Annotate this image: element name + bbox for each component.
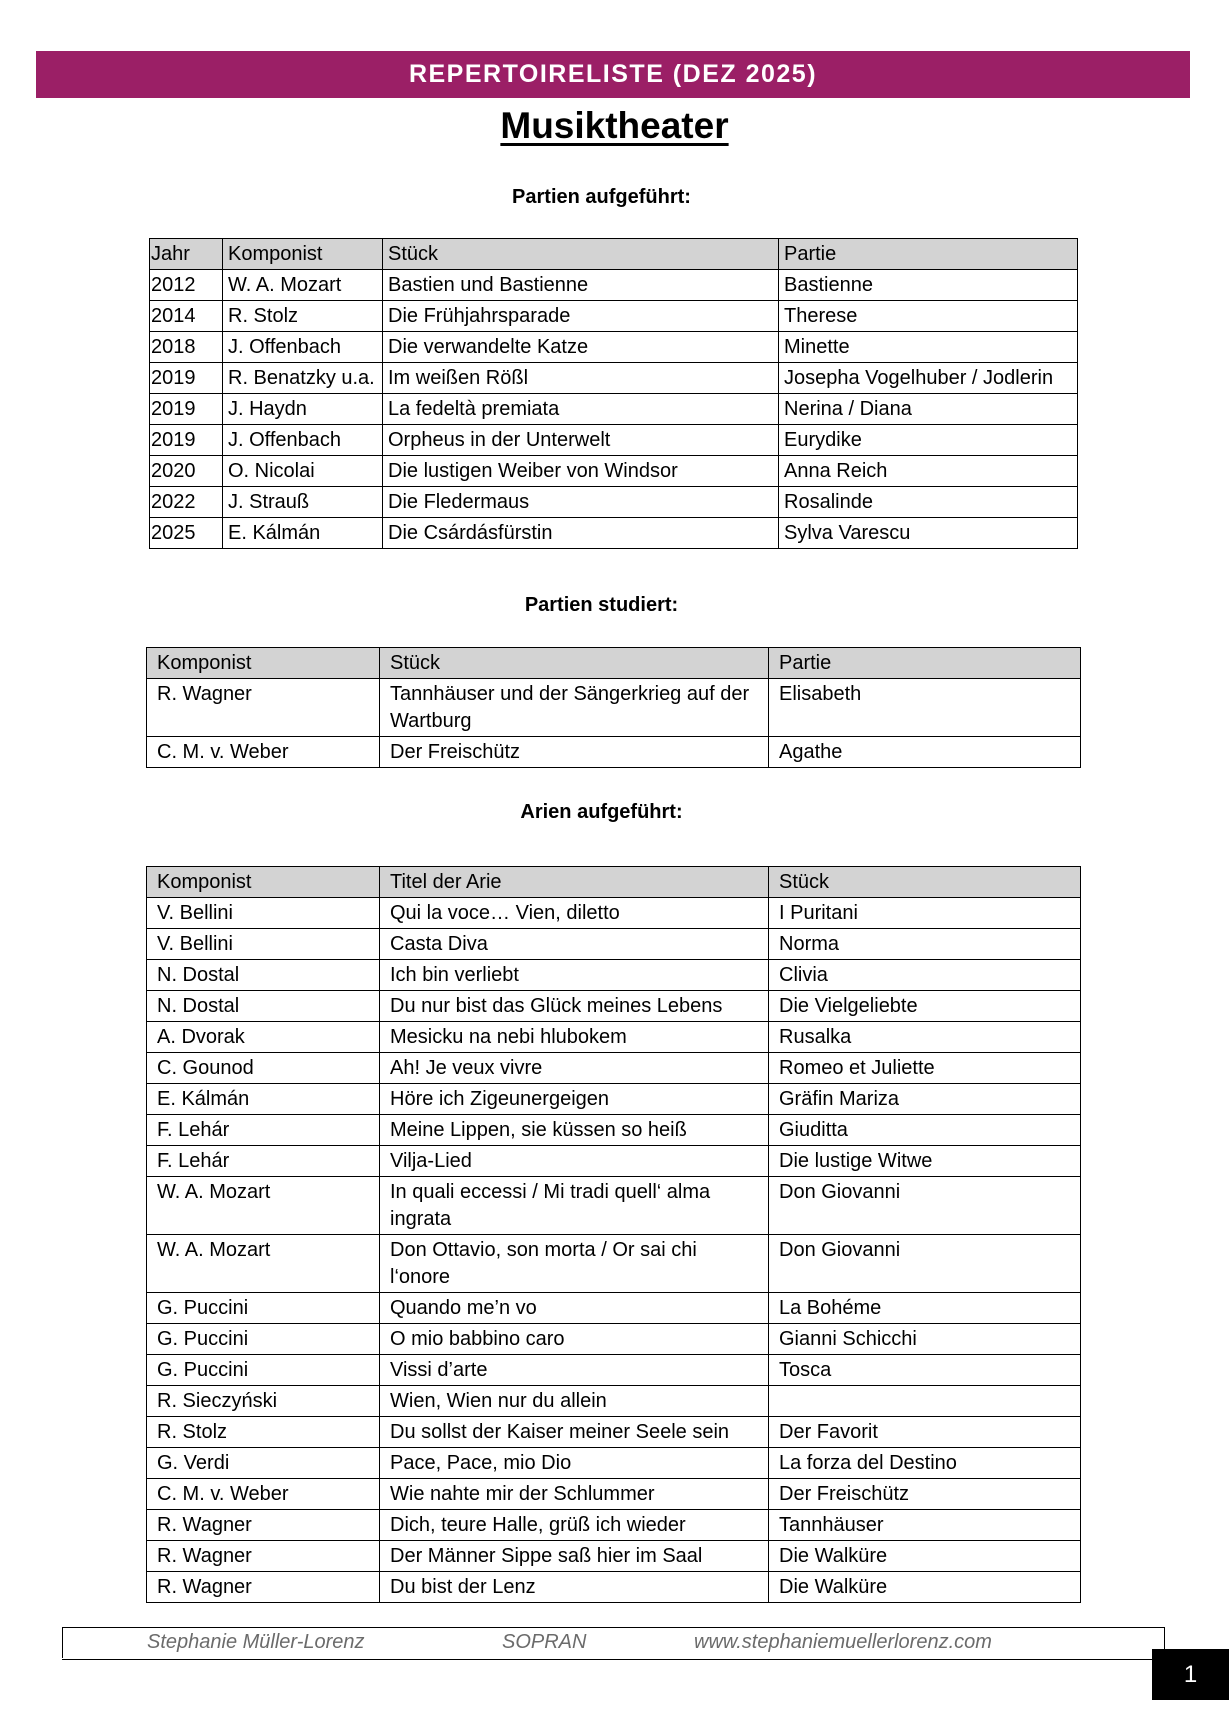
header-banner bbox=[36, 51, 1190, 98]
table-cell: Gianni Schicchi bbox=[769, 1324, 1081, 1355]
table-row bbox=[150, 301, 1078, 332]
table-cell: N. Dostal bbox=[147, 960, 380, 991]
column-header: Stück bbox=[380, 648, 769, 679]
table-cell: Du nur bist das Glück meines Lebens bbox=[380, 991, 769, 1022]
table-cell: E. Kálmán bbox=[147, 1084, 380, 1115]
table-header bbox=[150, 239, 1078, 270]
table-row bbox=[147, 960, 1081, 991]
table-row bbox=[150, 518, 1078, 549]
table-cell: G. Puccini bbox=[147, 1293, 380, 1324]
table-cell: 2022 bbox=[150, 487, 223, 518]
table-row bbox=[150, 332, 1078, 363]
table-cell: La fedeltà premiata bbox=[383, 394, 779, 425]
table-row bbox=[147, 1355, 1081, 1386]
table-cell: J. Offenbach bbox=[223, 332, 383, 363]
table-arien-aufgefuehrt bbox=[146, 866, 1081, 1603]
page-number-box bbox=[1152, 1649, 1229, 1700]
table-cell: Die lustigen Weiber von Windsor bbox=[383, 456, 779, 487]
table-row bbox=[147, 1146, 1081, 1177]
table-cell: F. Lehár bbox=[147, 1146, 380, 1177]
page-title-text: Musiktheater bbox=[500, 105, 729, 146]
table-cell: Minette bbox=[779, 332, 1078, 363]
table-cell: 2012 bbox=[150, 270, 223, 301]
table-row bbox=[147, 1386, 1081, 1417]
table-cell: Die Vielgeliebte bbox=[769, 991, 1081, 1022]
table-row bbox=[147, 1479, 1081, 1510]
table-cell: Rosalinde bbox=[779, 487, 1078, 518]
table-cell: Du bist der Lenz bbox=[380, 1572, 769, 1603]
table-cell: V. Bellini bbox=[147, 898, 380, 929]
table-row bbox=[150, 456, 1078, 487]
table-header bbox=[147, 648, 1081, 679]
footer-name: Stephanie Müller-Lorenz bbox=[147, 1631, 365, 1653]
table-row bbox=[147, 1177, 1081, 1235]
table-cell: Norma bbox=[769, 929, 1081, 960]
table-cell: G. Puccini bbox=[147, 1324, 380, 1355]
table-cell: Der Freischütz bbox=[380, 737, 769, 768]
table-row bbox=[147, 1417, 1081, 1448]
header-row bbox=[147, 648, 1081, 679]
table-cell: R. Stolz bbox=[223, 301, 383, 332]
table-row bbox=[147, 1448, 1081, 1479]
table-cell: Du sollst der Kaiser meiner Seele sein bbox=[380, 1417, 769, 1448]
table-row bbox=[147, 1084, 1081, 1115]
header-row bbox=[150, 239, 1078, 270]
table-row bbox=[147, 1022, 1081, 1053]
table-cell: Orpheus in der Unterwelt bbox=[383, 425, 779, 456]
column-header: Titel der Arie bbox=[380, 867, 769, 898]
table-cell: Der Favorit bbox=[769, 1417, 1081, 1448]
table-cell: W. A. Mozart bbox=[223, 270, 383, 301]
table-cell: Bastienne bbox=[779, 270, 1078, 301]
table-row bbox=[150, 363, 1078, 394]
table-cell: 2020 bbox=[150, 456, 223, 487]
table-cell: Vilja-Lied bbox=[380, 1146, 769, 1177]
table-cell: O mio babbino caro bbox=[380, 1324, 769, 1355]
table-row bbox=[147, 929, 1081, 960]
table-cell: Tannhäuser bbox=[769, 1510, 1081, 1541]
table-cell: R. Sieczyński bbox=[147, 1386, 380, 1417]
table-cell: R. Benatzky u.a. bbox=[223, 363, 383, 394]
table-cell: W. A. Mozart bbox=[147, 1177, 380, 1235]
table-cell: Dich, teure Halle, grüß ich wieder bbox=[380, 1510, 769, 1541]
table-cell: O. Nicolai bbox=[223, 456, 383, 487]
table-cell: Bastien und Bastienne bbox=[383, 270, 779, 301]
table-partien-studiert bbox=[146, 647, 1081, 768]
table-cell: G. Verdi bbox=[147, 1448, 380, 1479]
table-cell: Die Csárdásfürstin bbox=[383, 518, 779, 549]
table-cell: R. Wagner bbox=[147, 1572, 380, 1603]
footer-voice: SOPRAN bbox=[502, 1631, 587, 1653]
table-cell: R. Wagner bbox=[147, 1510, 380, 1541]
table-cell: 2014 bbox=[150, 301, 223, 332]
table-row bbox=[147, 679, 1081, 737]
table-cell: G. Puccini bbox=[147, 1355, 380, 1386]
table-row bbox=[147, 1510, 1081, 1541]
table-partien-aufgefuehrt bbox=[149, 238, 1078, 549]
table-cell: Anna Reich bbox=[779, 456, 1078, 487]
table-cell: Eurydike bbox=[779, 425, 1078, 456]
table-cell: N. Dostal bbox=[147, 991, 380, 1022]
table-cell: Mesicku na nebi hlubokem bbox=[380, 1022, 769, 1053]
table-cell: Rusalka bbox=[769, 1022, 1081, 1053]
table-cell: 2019 bbox=[150, 425, 223, 456]
table-cell: I Puritani bbox=[769, 898, 1081, 929]
table-cell: Ah! Je veux vivre bbox=[380, 1053, 769, 1084]
table-cell: Höre ich Zigeunergeigen bbox=[380, 1084, 769, 1115]
table-row bbox=[147, 991, 1081, 1022]
page-number: 1 bbox=[1183, 1660, 1198, 1688]
table-body bbox=[147, 898, 1081, 1603]
table-row bbox=[147, 1115, 1081, 1146]
table-header bbox=[147, 867, 1081, 898]
table-cell: J. Haydn bbox=[223, 394, 383, 425]
table-cell: Die Fledermaus bbox=[383, 487, 779, 518]
column-header: Komponist bbox=[147, 867, 380, 898]
table-cell: 2018 bbox=[150, 332, 223, 363]
table-body bbox=[147, 679, 1081, 768]
table-cell: Die Frühjahrsparade bbox=[383, 301, 779, 332]
table-cell: E. Kálmán bbox=[223, 518, 383, 549]
table-cell: V. Bellini bbox=[147, 929, 380, 960]
table-cell: C. Gounod bbox=[147, 1053, 380, 1084]
table-cell: Don Giovanni bbox=[769, 1235, 1081, 1293]
section-heading-arien-aufgefuehrt: Arien aufgeführt: bbox=[520, 801, 683, 823]
column-header: Jahr bbox=[150, 239, 223, 270]
table-cell: Tannhäuser und der Sängerkrieg auf der Wartburg bbox=[380, 679, 769, 737]
table-cell: Die Walküre bbox=[769, 1572, 1081, 1603]
table-cell: Der Freischütz bbox=[769, 1479, 1081, 1510]
table-cell: Clivia bbox=[769, 960, 1081, 991]
table-row bbox=[147, 1235, 1081, 1293]
table-cell: Pace, Pace, mio Dio bbox=[380, 1448, 769, 1479]
table-cell: J. Offenbach bbox=[223, 425, 383, 456]
table-cell: 2019 bbox=[150, 394, 223, 425]
column-header: Stück bbox=[769, 867, 1081, 898]
table-row bbox=[147, 1293, 1081, 1324]
table-cell: Giuditta bbox=[769, 1115, 1081, 1146]
table-row bbox=[150, 425, 1078, 456]
table-cell: Romeo et Juliette bbox=[769, 1053, 1081, 1084]
footer-divider bbox=[62, 1659, 1165, 1660]
column-header: Partie bbox=[769, 648, 1081, 679]
table-cell: C. M. v. Weber bbox=[147, 737, 380, 768]
table-cell: La forza del Destino bbox=[769, 1448, 1081, 1479]
table-cell: Die verwandelte Katze bbox=[383, 332, 779, 363]
table-cell: Qui la voce… Vien, diletto bbox=[380, 898, 769, 929]
table-cell: Elisabeth bbox=[769, 679, 1081, 737]
column-header: Komponist bbox=[223, 239, 383, 270]
banner-text: REPERTOIRELISTE (DEZ 2025) bbox=[408, 60, 818, 88]
table-cell: Im weißen Rößl bbox=[383, 363, 779, 394]
table-cell: R. Wagner bbox=[147, 679, 380, 737]
table-cell: Nerina / Diana bbox=[779, 394, 1078, 425]
table-cell: A. Dvorak bbox=[147, 1022, 380, 1053]
column-header: Partie bbox=[779, 239, 1078, 270]
table-cell: Vissi d’arte bbox=[380, 1355, 769, 1386]
table-row bbox=[147, 1053, 1081, 1084]
table-body bbox=[150, 270, 1078, 549]
table-row bbox=[147, 737, 1081, 768]
table-row bbox=[150, 394, 1078, 425]
page-title bbox=[0, 105, 1229, 147]
table-cell: Therese bbox=[779, 301, 1078, 332]
table-cell: C. M. v. Weber bbox=[147, 1479, 380, 1510]
table-cell: Casta Diva bbox=[380, 929, 769, 960]
header-row bbox=[147, 867, 1081, 898]
table-cell bbox=[769, 1386, 1081, 1417]
table-cell: In quali eccessi / Mi tradi quell‘ alma ingrata bbox=[380, 1177, 769, 1235]
column-header: Komponist bbox=[147, 648, 380, 679]
table-cell: Meine Lippen, sie küssen so heiß bbox=[380, 1115, 769, 1146]
table-cell: Sylva Varescu bbox=[779, 518, 1078, 549]
table-cell: Tosca bbox=[769, 1355, 1081, 1386]
table-cell: Don Ottavio, son morta / Or sai chi l‘onore bbox=[380, 1235, 769, 1293]
footer-website: www.stephaniemuellerlorenz.com bbox=[694, 1631, 992, 1653]
table-cell: W. A. Mozart bbox=[147, 1235, 380, 1293]
table-cell: Josepha Vogelhuber / Jodlerin bbox=[779, 363, 1078, 394]
column-header: Stück bbox=[383, 239, 779, 270]
table-cell: Die Walküre bbox=[769, 1541, 1081, 1572]
table-cell: Die lustige Witwe bbox=[769, 1146, 1081, 1177]
table-cell: R. Stolz bbox=[147, 1417, 380, 1448]
table-cell: J. Strauß bbox=[223, 487, 383, 518]
table-cell: Gräfin Mariza bbox=[769, 1084, 1081, 1115]
table-cell: Wie nahte mir der Schlummer bbox=[380, 1479, 769, 1510]
table-cell: F. Lehár bbox=[147, 1115, 380, 1146]
table-row bbox=[147, 898, 1081, 929]
table-row bbox=[147, 1572, 1081, 1603]
table-cell: 2025 bbox=[150, 518, 223, 549]
section-heading-partien-studiert: Partien studiert: bbox=[524, 594, 679, 616]
table-cell: Don Giovanni bbox=[769, 1177, 1081, 1235]
table-cell: R. Wagner bbox=[147, 1541, 380, 1572]
table-row bbox=[147, 1541, 1081, 1572]
table-cell: Wien, Wien nur du allein bbox=[380, 1386, 769, 1417]
table-cell: Ich bin verliebt bbox=[380, 960, 769, 991]
table-cell: Agathe bbox=[769, 737, 1081, 768]
table-cell: 2019 bbox=[150, 363, 223, 394]
section-heading-partien-aufgefuehrt: Partien aufgeführt: bbox=[512, 186, 691, 208]
table-row bbox=[150, 270, 1078, 301]
table-row bbox=[147, 1324, 1081, 1355]
table-cell: La Bohéme bbox=[769, 1293, 1081, 1324]
table-row bbox=[150, 487, 1078, 518]
table-cell: Der Männer Sippe saß hier im Saal bbox=[380, 1541, 769, 1572]
table-cell: Quando me’n vo bbox=[380, 1293, 769, 1324]
